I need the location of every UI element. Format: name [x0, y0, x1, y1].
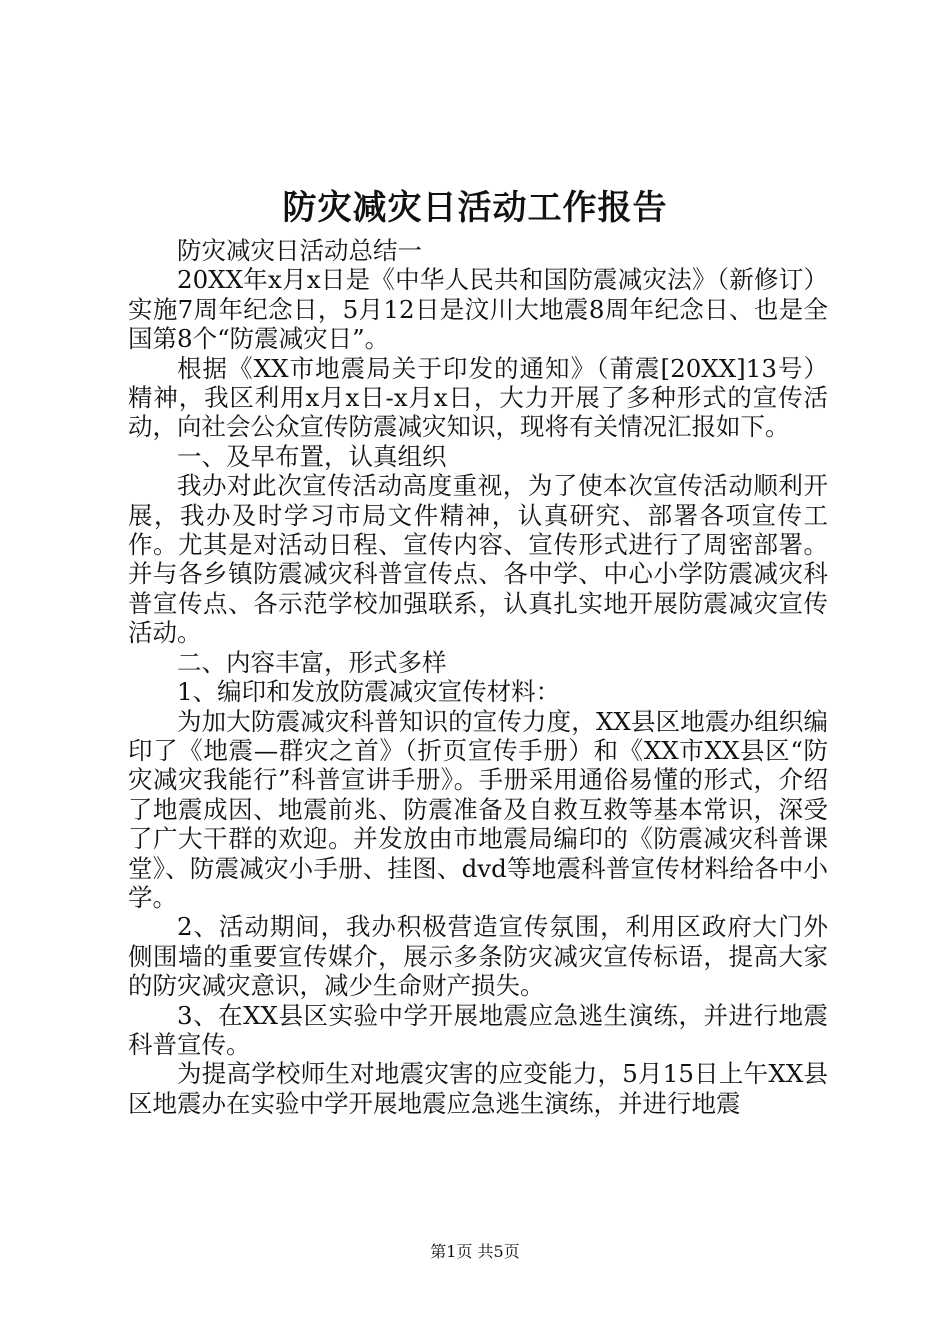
- paragraph: 2、活动期间，我办积极营造宣传氛围，利用区政府大门外侧围墙的重要宣传媒介，展示多条防灾减灾宣传标语，提高大家的防灾减灾意识，减少生命财产损失。: [128, 912, 828, 1001]
- section-heading: 二、内容丰富，形式多样: [177, 647, 447, 677]
- paragraph: 为提高学校师生对地震灾害的应变能力，5月15日上午XX县区地震办在实验中学开展地震应急逃生演练，并进行地震: [128, 1059, 828, 1118]
- page-number-footer: 第1页 共5页: [430, 1242, 520, 1261]
- paragraph: 3、在XX县区实验中学开展地震应急逃生演练，并进行地震科普宣传。: [128, 1000, 828, 1059]
- paragraph: 我办对此次宣传活动高度重视，为了使本次宣传活动顺利开展，我办及时学习市局文件精神，认真研究、部署各项宣传工作。尤其是对活动日程、宣传内容、宣传形式进行了周密部署。并与各乡镇防震减灾科普宣传点、各中学、中心小学防震减灾科普宣传点、各示范学校加强联系，认真扎实地开展防震减灾宣传活动。: [128, 471, 828, 648]
- paragraph: 20XX年x月x日是《中华人民共和国防震减灾法》（新修订）实施7周年纪念日，5月12日是汶川大地震8周年纪念日、也是全国第8个“防震减灾日”。: [128, 265, 828, 354]
- paragraph: 根据《XX市地震局关于印发的通知》（莆震[20XX]13号）精神，我区利用x月x日-x月x日，大力开展了多种形式的宣传活动，向社会公众宣传防震减灾知识，现将有关情况汇报如下。: [128, 353, 828, 442]
- section-heading: 一、及早布置，认真组织: [177, 441, 447, 471]
- paragraph: 1、编印和发放防震减灾宣传材料：: [177, 677, 561, 707]
- document-body: [128, 236, 828, 1118]
- document-title: 防灾减灾日活动工作报告: [282, 188, 668, 228]
- paragraph: 为加大防震减灾科普知识的宣传力度，XX县区地震办组织编印了《地震—群灾之首》（折页宣传手册）和《XX市XX县区“防灾减灾我能行”科普宣讲手册》。手册采用通俗易懂的形式，介绍了地震成因、地震前兆、防震准备及自救互救等基本常识，深受了广大干群的欢迎。并发放由市地震局编印的《防震减灾科普课堂》、防震减灾小手册、挂图、dvd等地震科普宣传材料给各中小学。: [128, 706, 828, 912]
- paragraph-subtitle: 防灾减灾日活动总结一: [177, 236, 422, 265]
